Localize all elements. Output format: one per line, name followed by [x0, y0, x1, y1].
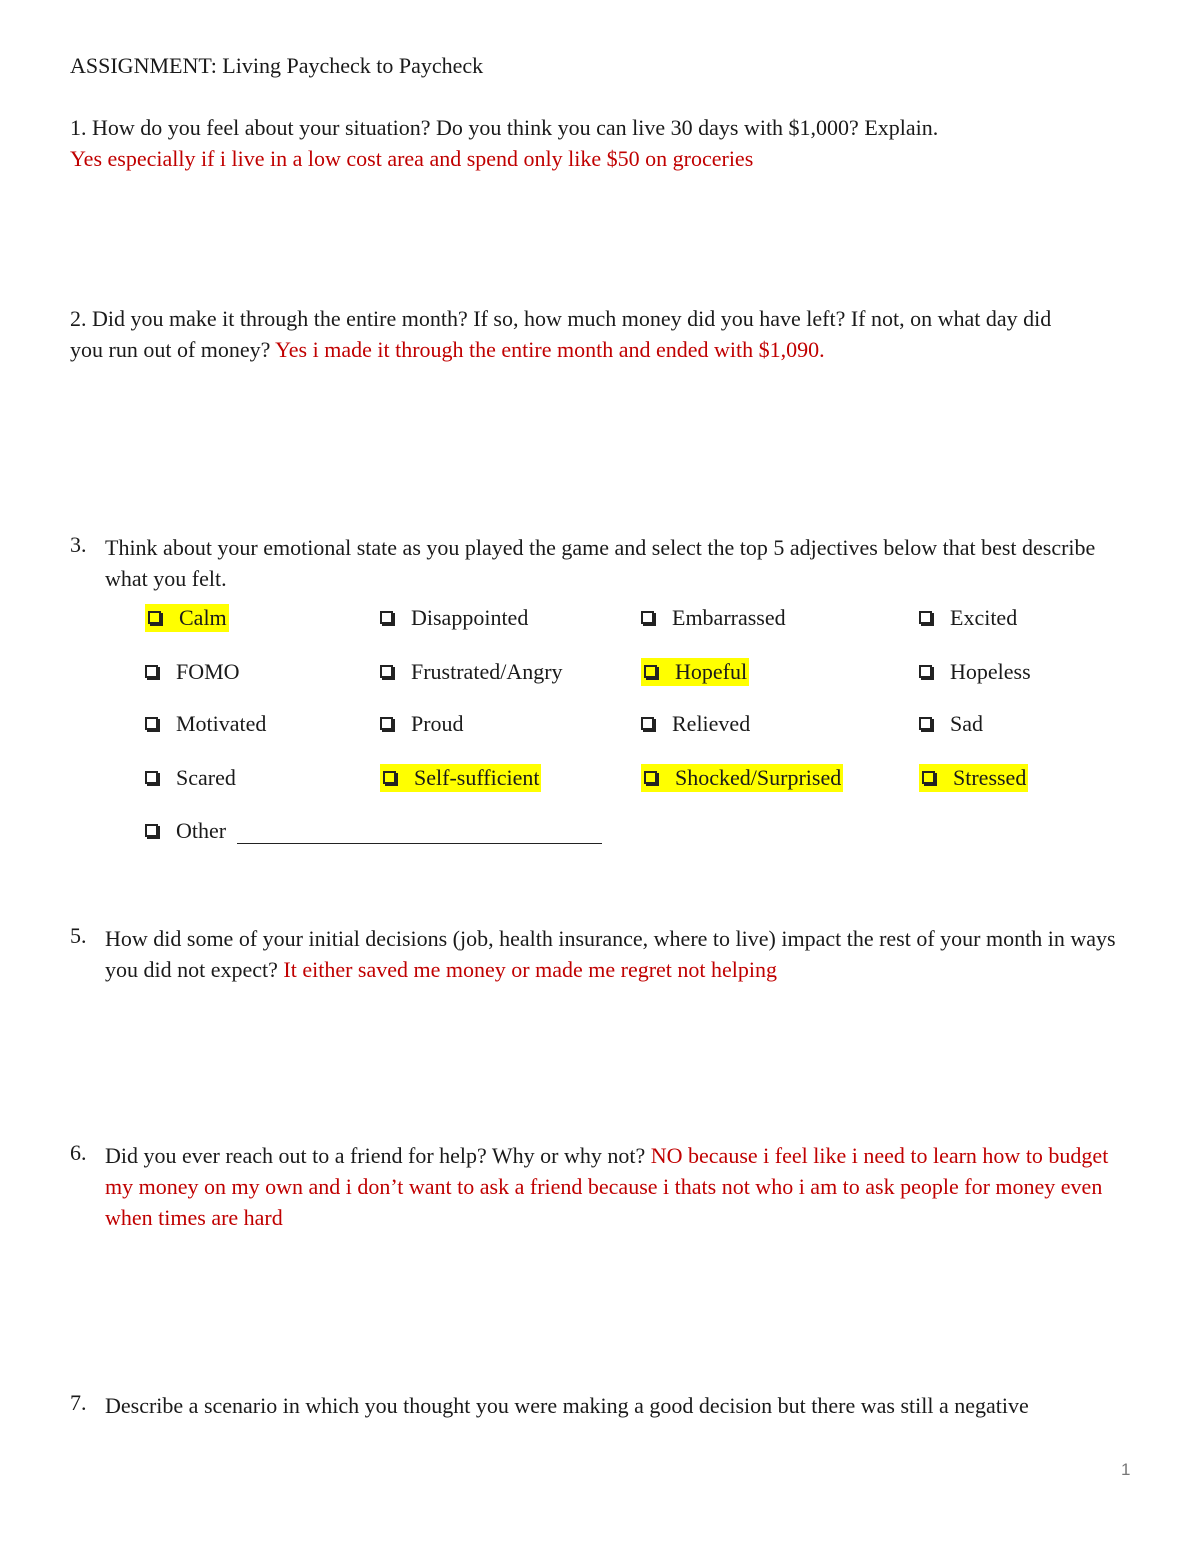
option-scared[interactable]: [145, 764, 236, 792]
option-excited[interactable]: [919, 604, 1017, 632]
option-sad-highlight: [919, 710, 983, 738]
option-calm[interactable]: [145, 604, 229, 632]
option-relieved[interactable]: [641, 710, 750, 738]
option-sad[interactable]: [919, 710, 983, 738]
option-fomo-highlight: [145, 658, 240, 686]
question-6-block: [105, 1140, 1135, 1233]
option-disappointed-highlight: [380, 604, 528, 632]
question-2-line-1: 2. Did you make it through the entire month? If so, how much money did you have left? If not, on what day did: [70, 306, 1052, 331]
page-number: 1: [1121, 1460, 1131, 1479]
option-frustrated-angry-highlight: [380, 658, 563, 686]
option-other[interactable]: [145, 817, 226, 845]
checkbox-icon[interactable]: [641, 717, 654, 730]
option-stressed-label: Stressed: [953, 765, 1027, 790]
answer-5: It either saved me money or made me regret not helping: [283, 957, 778, 982]
option-calm-highlight: [145, 604, 229, 632]
other-answer-line[interactable]: [237, 843, 602, 844]
option-proud-label: Proud: [411, 711, 464, 736]
checkbox-icon[interactable]: [919, 665, 932, 678]
checkbox-icon[interactable]: [380, 717, 393, 730]
option-proud-highlight: [380, 710, 464, 738]
checkbox-icon[interactable]: [383, 771, 396, 784]
checkbox-icon[interactable]: [641, 611, 654, 624]
option-relieved-highlight: [641, 710, 750, 738]
question-6: Did you ever reach out to a friend for help? Why or why not?: [105, 1143, 646, 1168]
option-hopeful[interactable]: [641, 658, 749, 686]
option-frustrated-angry[interactable]: [380, 658, 563, 686]
option-calm-label: Calm: [179, 605, 227, 630]
checkbox-icon[interactable]: [148, 611, 161, 624]
option-stressed-highlight: [919, 764, 1028, 792]
checkbox-icon[interactable]: [644, 665, 657, 678]
option-shocked-surprised-label: Shocked/Surprised: [675, 765, 842, 790]
question-7: Describe a scenario in which you thought you were making a good decision but there was still a negative: [105, 1393, 1029, 1418]
question-5-block: [105, 923, 1125, 985]
option-fomo-label: FOMO: [176, 659, 240, 684]
checkbox-icon[interactable]: [919, 611, 932, 624]
option-hopeless-label: Hopeless: [950, 659, 1031, 684]
checkbox-icon[interactable]: [919, 717, 932, 730]
option-fomo[interactable]: [145, 658, 240, 686]
question-5-number: 5.: [70, 923, 87, 948]
option-motivated-label: Motivated: [176, 711, 267, 736]
checkbox-icon[interactable]: [145, 824, 158, 837]
answer-1: Yes especially if i live in a low cost area and spend only like $50 on groceries: [70, 146, 754, 171]
option-excited-highlight: [919, 604, 1017, 632]
option-proud[interactable]: [380, 710, 464, 738]
option-shocked-surprised[interactable]: [641, 764, 843, 792]
answer-6: NO because i feel like i need to learn how to budget my money on my own and i don’t want to ask a friend because i thats not who i am to ask people for money even when times are hard: [105, 1143, 1109, 1230]
checkbox-icon[interactable]: [145, 717, 158, 730]
assignment-title: ASSIGNMENT: Living Paycheck to Paycheck: [70, 53, 484, 78]
checkbox-icon[interactable]: [380, 665, 393, 678]
option-hopeless[interactable]: [919, 658, 1031, 686]
checkbox-icon[interactable]: [145, 771, 158, 784]
option-scared-highlight: [145, 764, 236, 792]
option-motivated-highlight: [145, 710, 266, 738]
question-7-number: 7.: [70, 1390, 87, 1415]
option-relieved-label: Relieved: [672, 711, 751, 736]
option-other-label: Other: [176, 818, 227, 843]
option-embarrassed-highlight: [641, 604, 786, 632]
option-disappointed-label: Disappointed: [411, 605, 529, 630]
option-frustrated-angry-label: Frustrated/Angry: [411, 659, 563, 684]
question-3: Think about your emotional state as you played the game and select the top 5 adjectives below that best describe what you felt.: [105, 535, 1096, 591]
option-disappointed[interactable]: [380, 604, 528, 632]
option-hopeful-label: Hopeful: [675, 659, 748, 684]
question-2-line-2: [70, 337, 825, 363]
option-hopeless-highlight: [919, 658, 1031, 686]
option-embarrassed[interactable]: [641, 604, 786, 632]
option-motivated[interactable]: [145, 710, 266, 738]
question-2-text: you run out of money?: [70, 337, 271, 362]
checkbox-icon[interactable]: [922, 771, 935, 784]
question-3-number: 3.: [70, 532, 87, 557]
answer-2: Yes i made it through the entire month and ended with $1,090.: [275, 337, 825, 362]
option-embarrassed-label: Embarrassed: [672, 605, 786, 630]
option-self-sufficient[interactable]: [380, 764, 541, 792]
option-sad-label: Sad: [950, 711, 983, 736]
checkbox-icon[interactable]: [380, 611, 393, 624]
option-shocked-surprised-highlight: [641, 764, 843, 792]
checkbox-icon[interactable]: [644, 771, 657, 784]
checkbox-icon[interactable]: [145, 665, 158, 678]
option-self-sufficient-label: Self-sufficient: [414, 765, 540, 790]
option-hopeful-highlight: [641, 658, 749, 686]
question-6-number: 6.: [70, 1140, 87, 1165]
question-5: How did some of your initial decisions (job, health insurance, where to live) impact the rest of your month in ways you did not expect?: [105, 926, 1116, 982]
option-excited-label: Excited: [950, 605, 1018, 630]
option-stressed[interactable]: [919, 764, 1028, 792]
question-1: 1. How do you feel about your situation? Do you think you can live 30 days with $1,000? Explain.: [70, 115, 939, 140]
option-self-sufficient-highlight: [380, 764, 541, 792]
option-scared-label: Scared: [176, 765, 236, 790]
